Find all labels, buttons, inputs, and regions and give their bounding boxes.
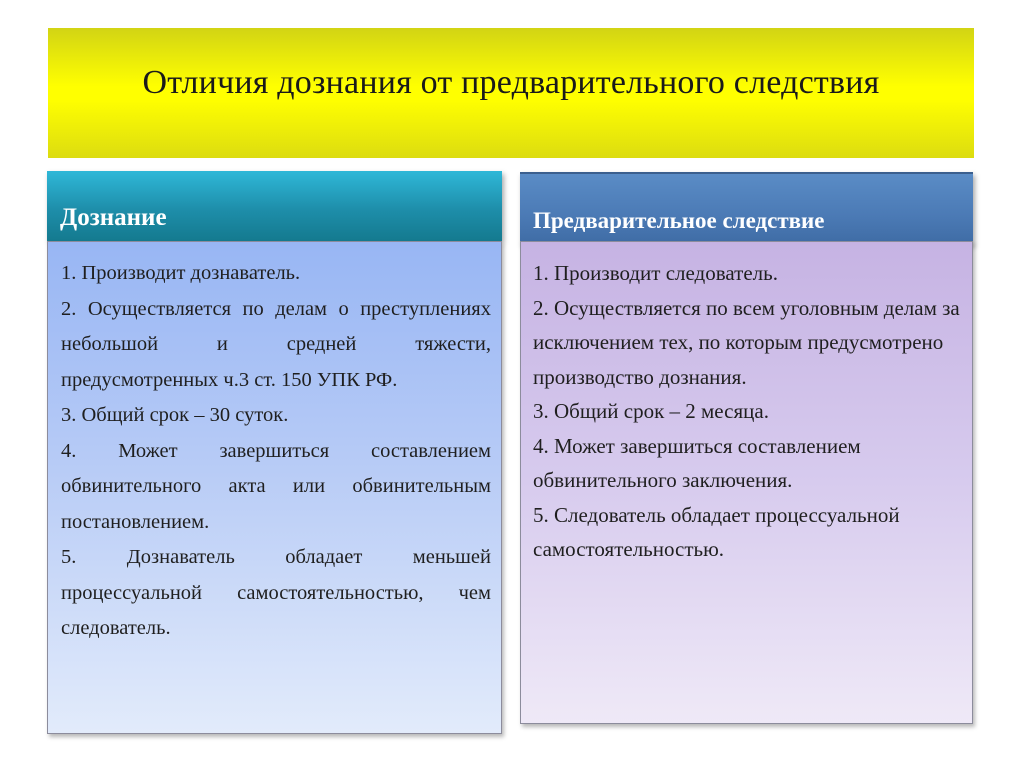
header-inquiry-label: Дознание <box>60 204 167 231</box>
investigation-item-5: 5. Следователь обладает процессуальной самостоятельностью. <box>533 502 900 561</box>
inquiry-panel <box>47 241 502 734</box>
slide-title: Отличия дознания от предварительного следствия <box>142 64 880 101</box>
header-preliminary-investigation-label: Предварительное следствие <box>533 208 825 233</box>
inquiry-item-5: 5. Дознаватель обладает меньшей процессуальной самостоятельностью, чем следователь. <box>61 546 491 639</box>
inquiry-item-1: 1. Производит дознаватель. <box>61 262 301 284</box>
inquiry-item-3: 3. Общий срок – 30 суток. <box>61 404 289 426</box>
investigation-panel <box>520 241 973 724</box>
investigation-item-4: 4. Может завершиться составлением обвинительного заключения. <box>533 433 861 492</box>
investigation-item-2: 2. Осуществляется по всем уголовным делам за исключением тех, по которым предусмотрено производство дознания. <box>533 295 960 389</box>
header-preliminary-investigation <box>520 172 973 244</box>
title-band <box>48 28 974 158</box>
inquiry-item-4: 4. Может завершиться составлением обвинительного акта или обвинительным постановлением. <box>61 439 491 533</box>
investigation-item-3: 3. Общий срок – 2 месяца. <box>533 399 769 423</box>
investigation-item-1: 1. Производит следователь. <box>533 261 778 285</box>
header-inquiry <box>47 171 502 241</box>
inquiry-item-2: 2. Осуществляется по делам о преступлениях небольшой и средней тяжести, предусмотренных ч.3 ст. 150 УПК РФ. <box>61 297 491 391</box>
